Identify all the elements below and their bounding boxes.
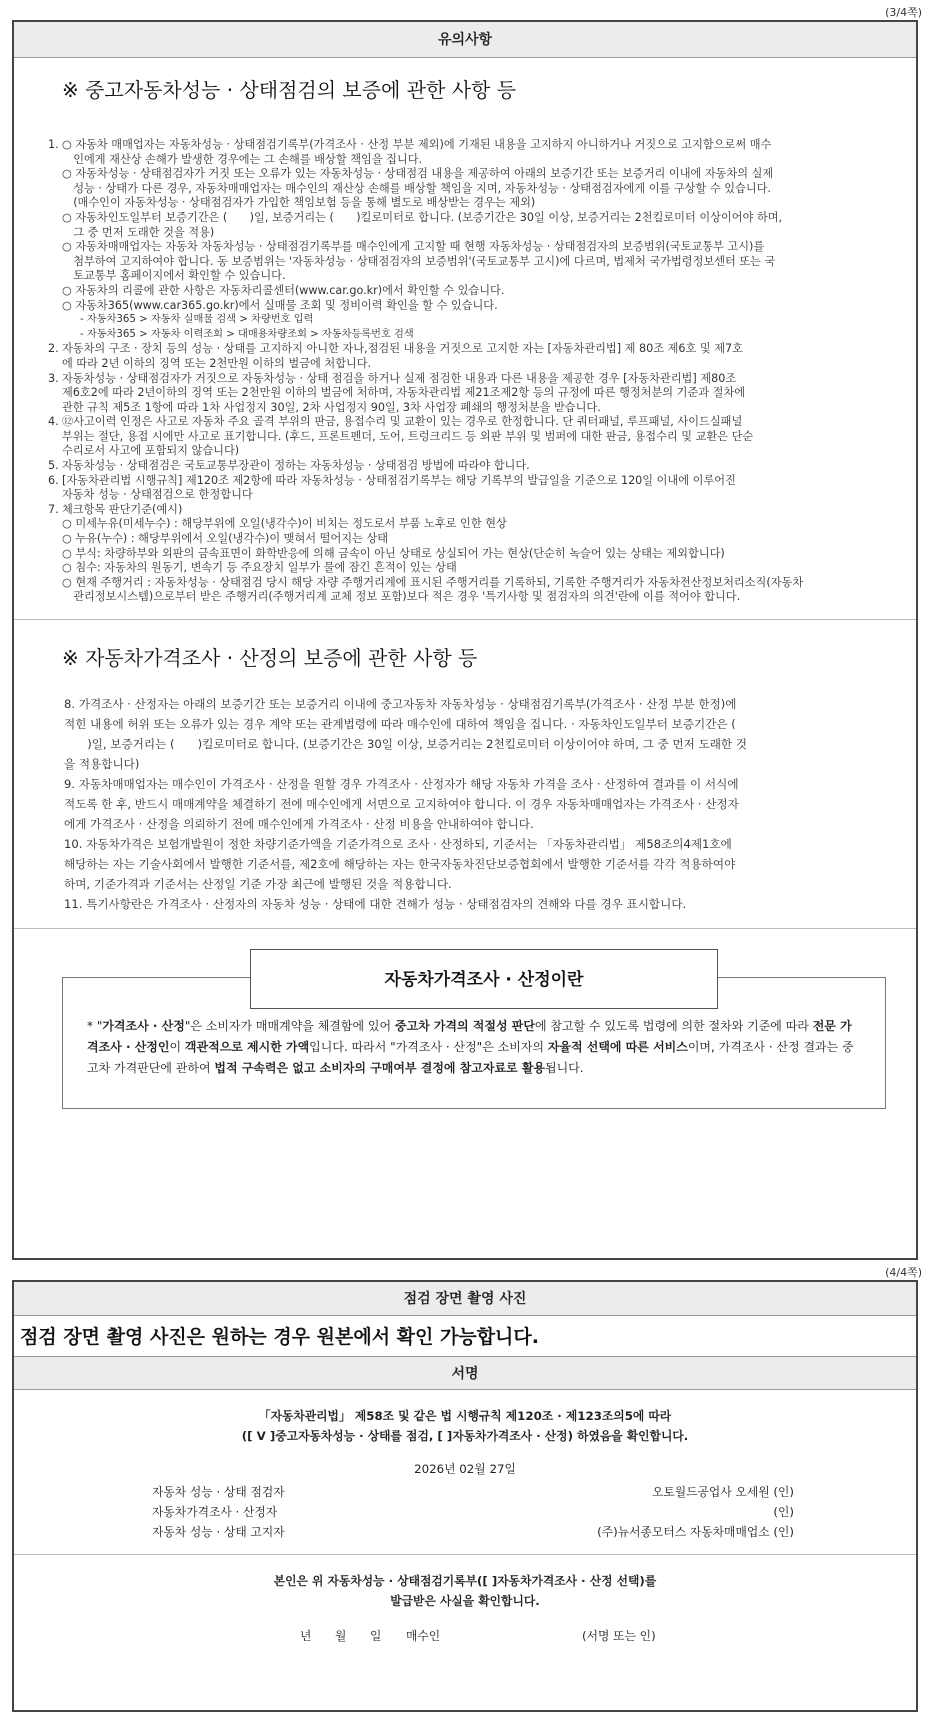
- notice-line: (매수인이 자동차성능 · 상태점검자가 가입한 책임보험 등을 통해 별도로 배상받는 경우는 제외): [62, 196, 536, 210]
- signature-sheet: [12, 1280, 918, 1712]
- notice-item: [48, 372, 902, 416]
- notice-line: 자동차의 구조 · 장치 등의 성능 · 상태를 고지하지 아니한 자나,점검된 내용을 거짓으로 고지한 자는 [자동차관리법] 제 80조 제6호 및 제7호: [62, 342, 743, 356]
- price-notice-line: 을 적용합니다): [64, 757, 140, 771]
- notice-item: [48, 474, 902, 503]
- notice-line: 그 중 먼저 도래한 것을 적용): [62, 225, 215, 239]
- notice-line: ○ 자동차성능 · 상태점검자가 거짓 또는 오류가 있는 자동차성능 · 상태점검 내용을 제공하여 아래의 보증기간 또는 보증거리 이내에 자동차의 실제: [62, 167, 774, 181]
- notice-item-number: 4.: [48, 415, 59, 429]
- notice-item-number: 1.: [48, 138, 59, 151]
- notice-line: 토교통부 홈페이지에서 확인할 수 있습니다.: [62, 269, 286, 283]
- notice-item-number: 7.: [48, 502, 59, 516]
- notice-item-number: [48, 211, 62, 240]
- signer-name[interactable]: 오토월드공업사 오세원 (인): [651, 1485, 794, 1499]
- notice-sheet: [12, 20, 918, 1260]
- definition-text-run: 이며, 가격조사 · 산정 결과는 중고차 가격판단에 관하여: [87, 1040, 854, 1075]
- notice-item-number: 6.: [48, 473, 59, 487]
- notice-item: [48, 240, 902, 284]
- definition-text-run: 이: [169, 1040, 185, 1054]
- signature-header: 서명: [14, 1356, 916, 1390]
- price-notice-line: 적도록 한 후, 반드시 매매계약을 체결하기 전에 매수인에게 서면으로 고지하여야 합니다. 이 경우 자동차매매업자는 가격조사 · 산정자: [64, 797, 739, 811]
- definition-text-run: 전문 가격조사 · 산정인: [87, 1019, 852, 1054]
- sign-date: 2026년 02월 27일: [414, 1462, 516, 1476]
- page-number: (3/4쪽): [885, 6, 922, 19]
- definition-text-run: "은 소비자가 매매계약을 체결함에 있어: [184, 1019, 395, 1033]
- buyer-confirm-line: 본인은 위 자동차성능 · 상태점검기록부([ ]자동차가격조사 · 산정 선택)를: [273, 1574, 657, 1588]
- price-notice-line: 11. 특기사항란은 가격조사 · 산정자의 자동차 성능 · 상태에 대한 견해가 성능 · 상태점검자의 견해와 다를 경우 표시합니다.: [64, 897, 687, 911]
- notice-header: 유의사항: [14, 22, 916, 58]
- notice-item: [48, 342, 902, 371]
- notice-item-number: 3.: [48, 371, 59, 385]
- notice-item: [48, 503, 902, 518]
- definition-text-run: 가격조사 · 산정: [102, 1019, 185, 1033]
- price-notice-line: 하며, 기준가격과 기준서는 산정일 기준 가장 최근에 발행된 것을 적용합니다.: [64, 877, 452, 891]
- definition-text-run: 객관적으로 제시한 가액: [184, 1040, 310, 1054]
- notice-line: 에 따라 2년 이하의 징역 또는 2천만원 이하의 벌금에 처합니다.: [62, 356, 372, 370]
- price-notice-list: [14, 694, 916, 914]
- buyer-label: 매수인: [406, 1629, 441, 1643]
- notice-line: 수리로서 사고에 포함되지 않습니다): [62, 444, 240, 458]
- notice-line: 첨부하여 고지하여야 합니다. 동 보증범위는 '자동차성능 · 상태점검자의 보증범위'(국토교통부 고시)에 다르며, 법제처 국가법령정보센터 또는 국: [62, 254, 776, 268]
- notice-line: ○ 자동차매매업자는 자동차 자동차성능 · 상태점검기록부를 매수인에게 고지할 때 현행 자동차성능 · 상태점검자의 보증범위(국토교통부 고시)를: [62, 240, 765, 254]
- notice-line: 관한 규칙 제5조 1항에 따라 1차 사업정지 30일, 2차 사업정지 90일, 3차 사업장 폐쇄의 행정처분을 받습니다.: [62, 400, 601, 414]
- notice-item-number: [48, 167, 62, 211]
- notice-line: ○ 자동차인도일부터 보증기간은 ( )일, 보증거리는 ( )킬로미터로 합니다. (보증기간은 30일 이상, 보증거리는 2천킬로미터 이상이어야 하며,: [62, 210, 783, 224]
- definition-text-run: 에 참고할 수 있도록 법령에 의한 절차와 기준에 따라: [534, 1019, 813, 1033]
- price-definition-title: 자동차가격조사 · 산정이란: [250, 949, 718, 1009]
- price-notice-line: 에게 가격조사 · 산정을 의뢰하기 전에 매수인에게 가격조사 · 산정 비용을 안내하여야 합니다.: [64, 817, 534, 831]
- signer-role: 자동차 성능 · 상태 점검자: [152, 1485, 285, 1499]
- signer-row: [14, 1502, 916, 1522]
- notice-item: [48, 167, 902, 211]
- price-notice-line: 10. 자동차가격은 보험개발원이 정한 차량기준가액을 기준가격으로 조사 · 산정하되, 기준서는 「자동차관리법」 제58조의4제1호에: [64, 837, 732, 851]
- notice-line: 제6호2에 따라 2년이하의 징역 또는 2천만원 이하의 벌금에 처하며, 자동차관리법 제21조제2항 등의 규정에 따른 행정처분의 기준과 절차에: [62, 386, 746, 400]
- section-title-price-warranty: ※ 자동차가격조사 · 산정의 보증에 관한 사항 등: [62, 646, 478, 670]
- criteria-line: ○ 누유(누수) : 해당부위에서 오일(냉각수)이 맺혀서 떨어지는 상태: [62, 532, 389, 546]
- definition-text-run: 법적 구속력은 없고 소비자의 구매여부 결정에 참고자료로 활용: [214, 1061, 546, 1075]
- buyer-confirm-line-2: 발급받은 사실을 확인합니다.: [390, 1594, 540, 1608]
- signer-role: 자동차 성능 · 상태 고지자: [152, 1525, 285, 1539]
- notice-line: 자동차 성능 · 상태점검으로 한정합니다: [62, 488, 253, 502]
- photo-note: 점검 장면 촬영 사진은 원하는 경우 원본에서 확인 가능합니다.: [20, 1326, 539, 1348]
- signer-role: 자동차가격조사 · 산정자: [152, 1505, 278, 1519]
- section-title-performance-warranty: ※ 중고자동차성능 · 상태점검의 보증에 관한 사항 등: [62, 78, 517, 102]
- notice-item: [48, 459, 902, 474]
- notice-item-number: [48, 240, 62, 284]
- car365-path: - 자동차365 > 자동차 이력조회 > 대매용차량조회 > 자동차등록번호 검색: [80, 328, 414, 340]
- criteria-line: ○ 현재 주행거리 : 자동차성능 · 상태점검 당시 해당 자량 주행거리계에 표시된 주행거리를 기록하되, 기록한 주행거리가 자동차전산정보처리소직(자동차: [62, 575, 804, 589]
- definition-text-run: 자율적 선택에 따른 서비스: [547, 1040, 688, 1054]
- signer-row: [14, 1482, 916, 1502]
- signer-row: [14, 1522, 916, 1542]
- price-notice-line: 9. 자동차매매업자는 매수인이 가격조사 · 산정을 원할 경우 가격조사 · 산정자가 해당 자동차 가격을 조사 · 산정하여 결과를 이 서식에: [64, 777, 739, 791]
- notice-line: 자동차성능 · 상태점검은 국토교통부장관이 정하는 자동차성능 · 상태점검 방법에 따라야 합니다.: [62, 459, 530, 473]
- criteria-line: ○ 침수: 자동차의 원동기, 변속기 등 주요장치 일부가 물에 잠긴 흔적이 있는 상태: [62, 561, 457, 575]
- notice-line: ○ 자동차의 리콜에 관한 사항은 자동차리콜센터(www.car.go.kr)에서 확인할 수 있습니다.: [62, 283, 505, 297]
- criteria-line: ○ 부식: 차량하부와 외판의 금속표면이 화학반응에 의해 금속이 아닌 상태로 상실되어 가는 현상(단순히 녹슬어 있는 상태는 제외합니다): [62, 546, 725, 560]
- notice-line: ○ 자동차365(www.car365.go.kr)에서 실매물 조회 및 정비이력 확인을 할 수 있습니다.: [62, 298, 498, 312]
- notice-line: [자동차관리법 시행규칙] 제120조 제2항에 따라 자동차성능 · 상태점검기록부는 해당 기록부의 발급일을 기준으로 120일 이내에 이루어진: [62, 473, 736, 487]
- notice-line: ○ 자동차 매매업자는 자동차성능 · 상태점검기록부(가격조사 · 산정 부분 제외)에 기재된 내용을 고지하지 아니하거나 거짓으로 고지함으로써 매수: [62, 138, 772, 151]
- definition-text-run: * ": [87, 1019, 103, 1033]
- notice-line: ⑫사고이력 인정은 사고로 자동차 주요 골격 부위의 판금, 용접수리 및 교환이 있는 경우로 한정합니다. 단 쿼터패널, 루프패널, 사이드실패널: [62, 415, 743, 429]
- notice-item-number: 2.: [48, 342, 59, 356]
- notice-item: [48, 284, 902, 313]
- law-basis-line: 「자동차관리법」 제58조 및 같은 법 시행규칙 제120조 · 제123조의5에 따라: [258, 1409, 672, 1423]
- buyer-sign-field[interactable]: (서명 또는 인): [582, 1629, 656, 1643]
- photo-header: 점검 장면 촬영 사진: [14, 1282, 916, 1316]
- notice-line: 성능 · 상태가 다른 경우, 자동차매매업자는 매수인의 재산상 손해를 배상할 책임을 지며, 자동차성능 · 상태점검자에게 이를 구상할 수 있습니다.: [62, 181, 771, 195]
- performance-notice-list: [14, 118, 916, 605]
- notice-line: 자동차성능 · 상태점검자가 거짓으로 자동차성능 · 상태 점검을 하거나 실제 점검한 내용과 다른 내용을 제공한 경우 [자동차관리법] 제80조: [62, 371, 737, 385]
- notice-item-number: 5.: [48, 459, 59, 473]
- price-notice-line: )일, 보증거리는 ( )킬로미터로 합니다. (보증기간은 30일 이상, 보증거리는 2천킬로미터 이상이어야 하며, 그 중 먼저 도래한 것: [64, 737, 748, 751]
- criteria-line: 관리정보시스템)으로부터 받은 주행거리(주행거리계 교체 정보 포함)보다 적은 경우 '특기사항 및 점검자의 의견'란에 이를 적어야 합니다.: [62, 590, 741, 604]
- notice-item: [48, 211, 902, 240]
- page-number-4: (4/4쪽): [885, 1266, 922, 1279]
- criteria-line: ○ 미세누유(미세누수) : 해당부위에 오일(냉각수)이 비치는 정도로서 부품 노후로 인한 현상: [62, 517, 507, 531]
- buyer-date: 년 월 일: [300, 1629, 382, 1643]
- notice-line: 부위는 절단, 용접 시에만 사고로 표기합니다. (후드, 프론트펜더, 도어, 트렁크리드 등 외판 부위 및 범퍼에 대한 판금, 용접수리 및 교환은 단순: [62, 429, 754, 443]
- price-definition-box: [14, 929, 916, 1124]
- car365-path: - 자동차365 > 자동차 실매물 검색 > 차량번호 입력: [80, 314, 314, 326]
- definition-text-run: 중고차 가격의 적절성 판단: [394, 1019, 535, 1033]
- price-notice-line: 8. 가격조사 · 산정자는 아래의 보증기간 또는 보증거리 이내에 중고자동차 자동차성능 · 상태점검기록부(가격조사 · 산정 부분 한정)에: [64, 697, 737, 711]
- notice-item-number: [48, 284, 62, 313]
- price-notice-line: 해당하는 자는 기술사회에서 발행한 기준서를, 제2호에 해당하는 자는 한국자동차진단보증협회에서 발행한 기준서를 각각 적용하여야: [64, 857, 736, 871]
- inspection-confirm-line: ([ V ]중고자동차성능 · 상태를 점검, [ ]자동차가격조사 · 산정) 하였음을 확인합니다.: [241, 1429, 689, 1443]
- definition-text-run: 됩니다.: [545, 1061, 584, 1075]
- notice-item: [48, 138, 902, 167]
- notice-line: 체크항목 판단기준(예시): [62, 502, 183, 516]
- notice-item: [48, 415, 902, 459]
- signer-list: [14, 1482, 916, 1542]
- notice-line: 인에게 재산상 손해가 발생한 경우에는 그 손해를 배상할 책임을 집니다.: [62, 152, 423, 166]
- definition-text-run: 입니다. 따라서 "가격조사 · 산정"은 소비자의: [309, 1040, 548, 1054]
- signer-name[interactable]: (인): [773, 1505, 794, 1519]
- signer-name[interactable]: (주)뉴서종모터스 자동차매매업소 (인): [597, 1525, 794, 1539]
- price-notice-line: 적힌 내용에 허위 또는 오류가 있는 경우 계약 또는 관계법령에 따라 매수인에 대하여 책임을 집니다. · 자동차인도일부터 보증기간은 (: [64, 717, 736, 731]
